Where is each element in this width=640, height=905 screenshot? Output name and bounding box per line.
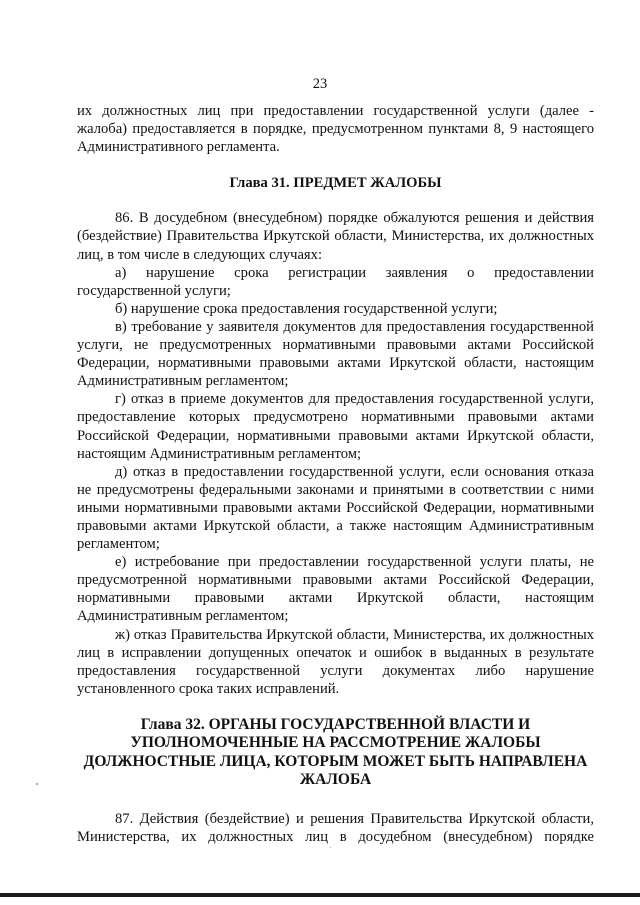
list-item-e: е) истребование при предоставлении государственной услуги платы, не предусмотренной нормативными правовыми актами Российской Федерации, нормативными правовыми актами Иркутской области, настоящим Административным регламентом; <box>77 554 594 625</box>
document-body <box>77 102 594 846</box>
list-item-b: б) нарушение срока предоставления государственной услуги; <box>115 300 498 317</box>
scan-speck <box>330 847 331 848</box>
chapter-31-body <box>77 209 594 698</box>
intro-paragraph: их должностных лиц при предоставлении государственной услуги (далее - жалоба) предоставляется в порядке, предусмотренном пунктами 8, 9 настоящего Административного регламента. <box>77 103 594 156</box>
page-number: 23 <box>312 76 328 92</box>
list-item-a: а) нарушение срока регистрации заявления о предоставлении государственной услуги; <box>77 264 594 299</box>
paragraph-86: 86. В досудебном (внесудебном) порядке обжалуются решения и действия (бездействие) Правительства Иркутской области, Министерства, их должностных лиц, в том числе в следующих случаях: <box>77 210 594 263</box>
chapter-32-title: Глава 32. ОРГАНЫ ГОСУДАРСТВЕННОЙ ВЛАСТИ И УПОЛНОМОЧЕННЫЕ НА РАССМОТРЕНИЕ ЖАЛОБЫ ДОЛЖНОСТНЫЕ ЛИЦА, КОТОРЫМ МОЖЕТ БЫТЬ НАПРАВЛЕНА ЖАЛОБА <box>83 715 588 789</box>
paragraph-87: 87. Действия (бездействие) и решения Правительства Иркутской области, Министерства, их должностных лиц в досудебном (внесудебном) порядке <box>77 810 594 845</box>
chapter-32-body <box>77 810 594 846</box>
chapter-31-title: Глава 31. ПРЕДМЕТ ЖАЛОБЫ <box>229 175 442 192</box>
list-item-g: г) отказ в приеме документов для предоставления государственной услуги, предоставление которых предусмотрено нормативными правовыми актами Российской Федерации, нормативными правовыми актами Иркутской области, настоящим Административным регламентом; <box>77 391 594 462</box>
list-item-v: в) требование у заявителя документов для предоставления государственной услуги, не предусмотренных нормативными правовыми актами Российской Федерации, нормативными правовыми актами Иркутской области, настоящим Административным регламентом; <box>77 318 594 390</box>
list-item-zh: ж) отказ Правительства Иркутской области, Министерства, их должностных лиц в исправлении допущенных опечаток и ошибок в выданных в результате предоставления государственной услуги документах либо нарушение установленного срока таких исправлений. <box>77 626 594 697</box>
scan-speck <box>36 783 38 785</box>
list-item-d: д) отказ в предоставлении государственной услуги, если основания отказа не предусмотрены федеральными законами и принятыми в соответствии с ними иными нормативными правовыми актами Российской Федерации, нормативными правовыми актами Иркутской области, а также настоящим Административным регламентом; <box>77 463 594 553</box>
page-bottom-edge <box>0 893 640 897</box>
